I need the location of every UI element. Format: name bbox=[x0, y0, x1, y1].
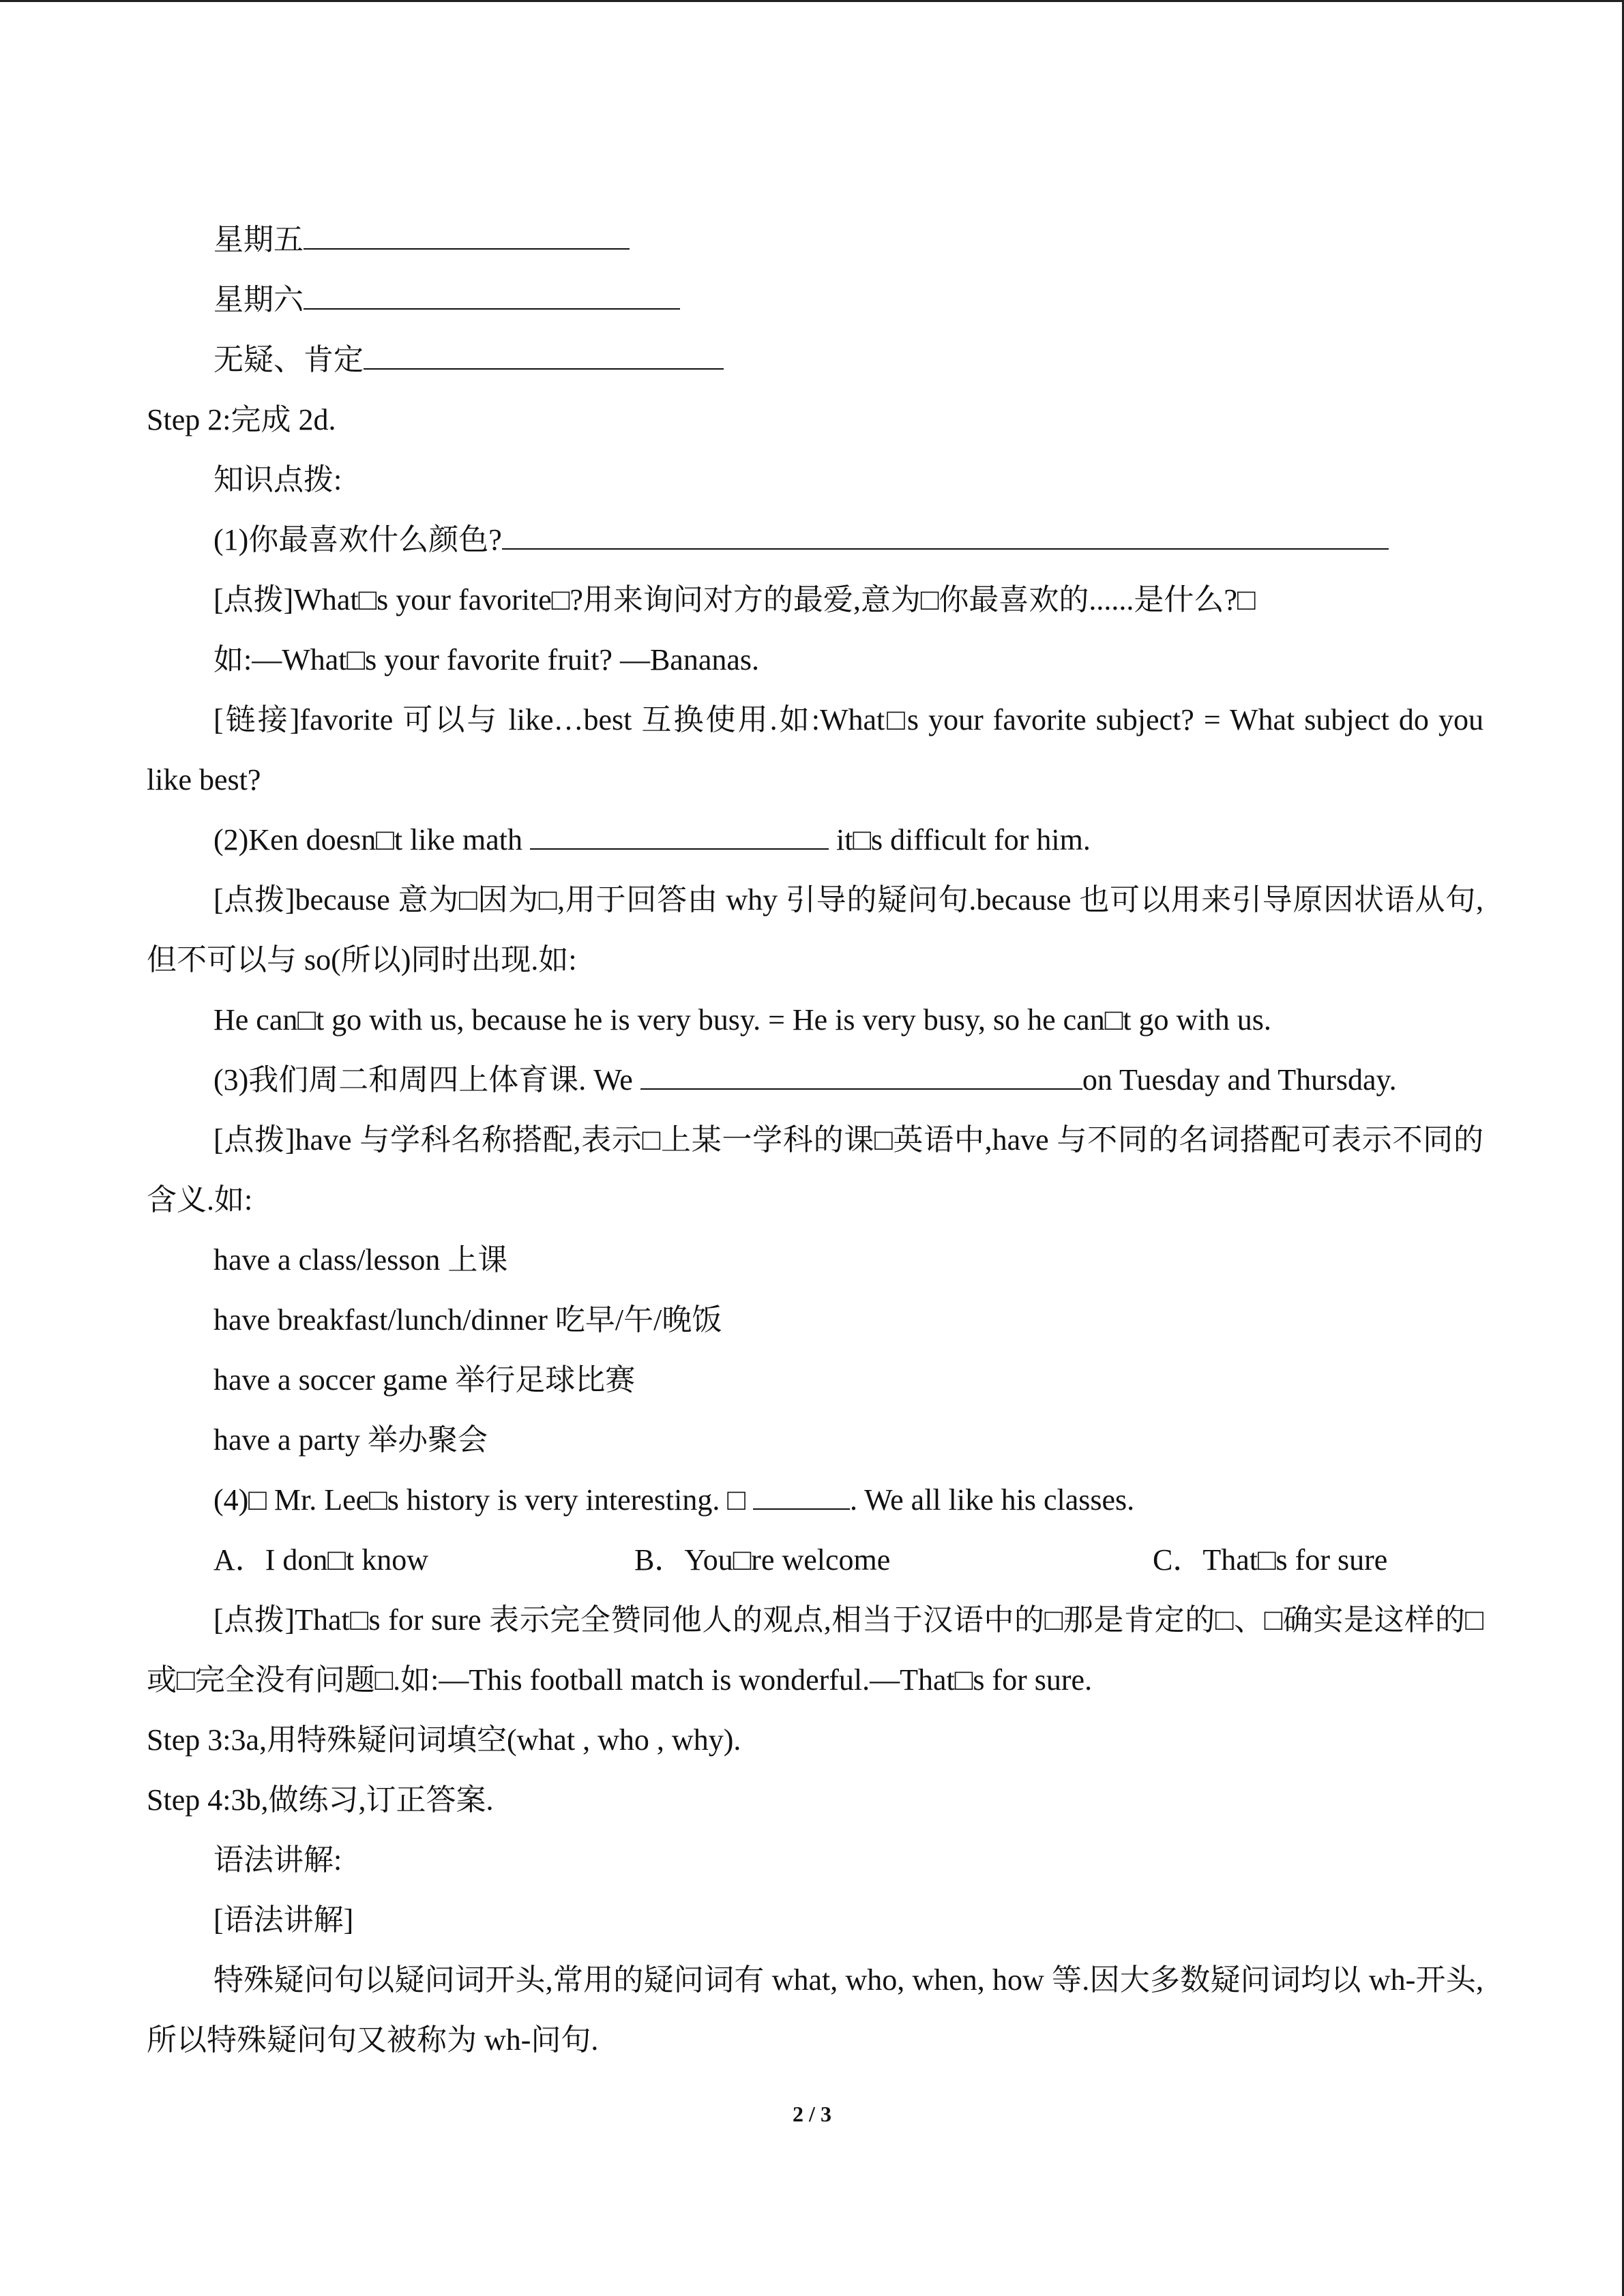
question-2 bbox=[147, 810, 1483, 870]
vocab-label: 星期六 bbox=[213, 283, 304, 316]
grammar-paragraph: 特殊疑问句以疑问词开头,常用的疑问词有 what, who, when, how 等.因大多数疑问词均以 wh-开头,所以特殊疑问句又被称为 wh-问句. bbox=[147, 1963, 1483, 2057]
tip-paragraph-because: [点拨]because 意为□因为□,用于回答由 why 引导的疑问句.because 也可以用来引导原因状语从句,但不可以与 so(所以)同时出现.如: bbox=[147, 883, 1483, 976]
step-2-heading: Step 2:完成 2d. bbox=[147, 403, 336, 436]
vocab-label: 星期五 bbox=[213, 223, 304, 256]
grammar-heading: [语法讲解] bbox=[213, 1903, 354, 1937]
question-text: (4)□ Mr. Lee□s history is very interesting. □ bbox=[213, 1483, 745, 1517]
question-text: (2)Ken doesn□t like math bbox=[213, 823, 523, 856]
question-1 bbox=[147, 510, 1483, 570]
question-text-end: . We all like his classes. bbox=[849, 1483, 1135, 1517]
vocab-line-sure bbox=[147, 330, 1483, 390]
answer-blank[interactable] bbox=[640, 1061, 1082, 1090]
document-body bbox=[147, 210, 1483, 2070]
phrase-line: have a soccer game 举行足球比赛 bbox=[213, 1363, 636, 1397]
example-line: 如:—What□s your favorite fruit? —Bananas. bbox=[213, 643, 760, 676]
vocab-line-saturday bbox=[147, 270, 1483, 330]
grammar-label: 语法讲解: bbox=[213, 1843, 342, 1877]
vocab-label: 无疑、肯定 bbox=[213, 343, 364, 376]
answer-blank[interactable] bbox=[753, 1481, 850, 1510]
question-4 bbox=[147, 1470, 1483, 1530]
answer-blank[interactable] bbox=[530, 821, 829, 850]
step-3-heading: Step 3:3a,用特殊疑问词填空(what , who , why). bbox=[147, 1723, 741, 1757]
tip-paragraph-have: [点拨]have 与学科名称搭配,表示□上某一学科的课□英语中,have 与不同的名词搭配可表示不同的含义.如: bbox=[147, 1123, 1483, 1217]
question-3 bbox=[147, 1050, 1483, 1110]
phrase-line: have a party 举办聚会 bbox=[213, 1423, 488, 1457]
question-text: (1)你最喜欢什么颜色? bbox=[213, 523, 502, 556]
example-line: He can□t go with us, because he is very busy. = He is very busy, so he can□t go with us. bbox=[213, 1003, 1271, 1037]
tip-paragraph-sure: [点拨]That□s for sure 表示完全赞同他人的观点,相当于汉语中的□那是肯定的□、□确实是这样的□或□完全没有问题□.如:—This football match is wonderful.—That□s for sure. bbox=[147, 1603, 1483, 1697]
answer-blank[interactable] bbox=[502, 521, 1389, 550]
question-text-end: it□s difficult for him. bbox=[829, 823, 1091, 856]
phrase-line: have breakfast/lunch/dinner 吃早/午/晚饭 bbox=[213, 1303, 722, 1337]
step-4-heading: Step 4:3b,做练习,订正答案. bbox=[147, 1783, 494, 1817]
question-text-end: on Tuesday and Thursday. bbox=[1082, 1063, 1397, 1097]
answer-blank[interactable] bbox=[304, 281, 680, 310]
choice-b[interactable]: B．You□re welcome bbox=[634, 1543, 891, 1577]
vocab-line-friday bbox=[147, 210, 1483, 270]
phrase-line: have a class/lesson 上课 bbox=[213, 1243, 508, 1277]
page-number: 2 / 3 bbox=[793, 2102, 831, 2126]
choice-c[interactable]: C．That□s for sure bbox=[1153, 1543, 1388, 1577]
answer-choices bbox=[147, 1530, 1483, 1590]
section-label: 知识点拨: bbox=[213, 463, 342, 496]
answer-blank[interactable] bbox=[364, 341, 724, 370]
answer-blank[interactable] bbox=[304, 221, 630, 250]
choice-a[interactable]: A．I don□t know bbox=[213, 1543, 429, 1577]
tip-line: [点拨]What□s your favorite□?用来询问对方的最爱,意为□你最喜欢的......是什么?□ bbox=[213, 583, 1256, 616]
question-text: (3)我们周二和周四上体育课. We bbox=[213, 1063, 633, 1097]
page-border-top bbox=[0, 0, 1624, 2]
link-paragraph: [链接]favorite 可以与 like…best 互换使用.如:What□s your favorite subject? = What subject do you like best? bbox=[147, 703, 1483, 796]
